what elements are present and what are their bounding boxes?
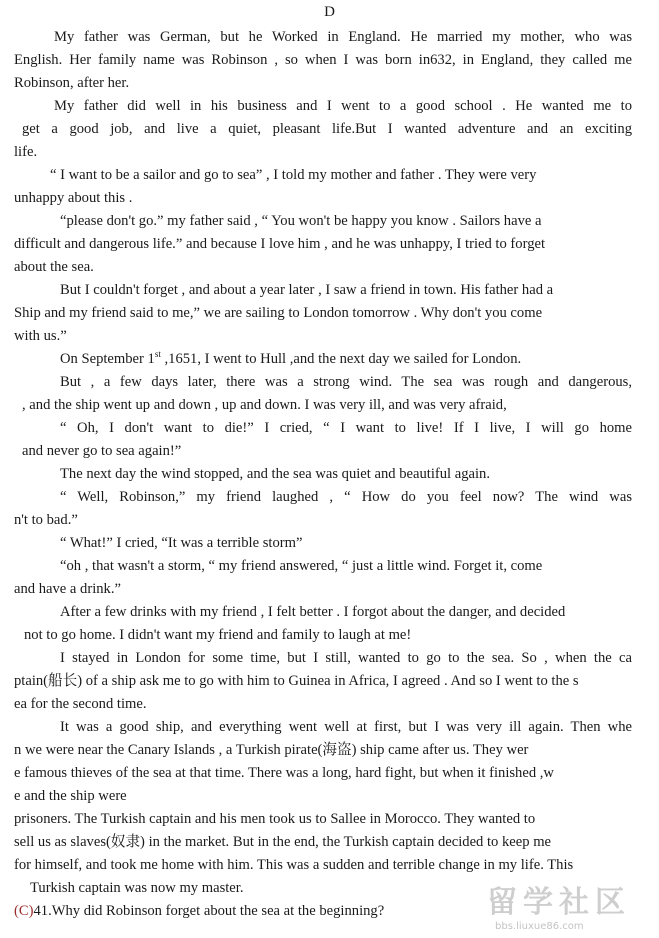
paragraph-line: ea for the second time. — [14, 696, 147, 712]
paragraph-line: “ I want to be a sailor and go to sea” , I told my mother and father . They were very — [50, 167, 537, 183]
paragraph-line — [60, 348, 632, 371]
question-text: 41.Why did Robinson forget about the sea at the beginning? — [33, 903, 385, 919]
paragraph-line: Turkish captain was now my master. — [30, 880, 244, 896]
ordinal-suffix: st — [154, 349, 161, 360]
paragraph-line: n't to bad.” — [14, 512, 78, 528]
date-text: On September 1 — [60, 351, 155, 367]
site-watermark — [487, 886, 657, 936]
paragraph-line: unhappy about this . — [14, 190, 133, 206]
paragraph-line: not to go home. I didn't want my friend and family to laugh at me! — [24, 627, 412, 643]
paragraph-line: Robinson, after her. — [14, 75, 130, 91]
paragraph-line: get a good job, and live a quiet, pleasant life.But I wanted adventure and an exciting — [22, 121, 632, 137]
paragraph-line: life. — [14, 144, 38, 160]
paragraph-line: After a few drinks with my friend , I felt better . I forgot about the danger, and decided — [60, 604, 566, 620]
paragraph-line: and never go to sea again!” — [22, 443, 182, 459]
paragraph-line: “ What!” I cried, “It was a terrible storm” — [60, 535, 303, 551]
paragraph-line: “oh , that wasn't a storm, “ my friend answered, “ just a little wind. Forget it, come — [60, 558, 543, 574]
paragraph-line: “ Oh, I don't want to die!” I cried, “ I want to live! If I live, I will go home — [60, 420, 632, 436]
paragraph-line: sell us as slaves(奴隶) in the market. But in the end, the Turkish captain decided to keep me — [14, 834, 552, 850]
paragraph-line: with us.” — [14, 328, 67, 344]
paragraph-line: “ Well, Robinson,” my friend laughed , “ How do you feel now? The wind was — [60, 489, 632, 505]
paragraph-line: e famous thieves of the sea at that time. There was a long, hard fight, but when it finished ,w — [14, 765, 554, 781]
answer-label: (C) — [14, 903, 34, 919]
paragraph-line: about the sea. — [14, 259, 94, 275]
paragraph-line: Ship and my friend said to me,” we are sailing to London tomorrow . Why don't you come — [14, 305, 543, 321]
paragraph-line: The next day the wind stopped, and the sea was quiet and beautiful again. — [60, 466, 490, 482]
paragraph-line: I stayed in London for some time, but I still, wanted to go to the sea. So , when the ca — [60, 650, 632, 666]
paragraph-line: But I couldn't forget , and about a year later , I saw a friend in town. His father had a — [60, 282, 554, 298]
paragraph-line: My father did well in his business and I went to a good school . He wanted me to — [54, 98, 632, 114]
paragraph-line: It was a good ship, and everything went well at first, but I was very ill again. Then whe — [60, 719, 632, 735]
paragraph-line: But , a few days later, there was a strong wind. The sea was rough and dangerous, — [60, 374, 632, 390]
paragraph-line: , and the ship went up and down , up and down. I was very ill, and was very afraid, — [22, 397, 507, 413]
paragraph-line: “please don't go.” my father said , “ You won't be happy you know . Sailors have a — [60, 213, 542, 229]
paragraph-line: for himself, and took me home with him. This was a sudden and terrible change in my life. This — [14, 857, 574, 873]
paragraph-line: e and the ship were — [14, 788, 127, 804]
paragraph-line: prisoners. The Turkish captain and his men took us to Sallee in Morocco. They wanted to — [14, 811, 536, 827]
section-heading: D — [324, 4, 335, 20]
paragraph-line: difficult and dangerous life.” and because I love him , and he was unhappy, I tried to forget — [14, 236, 546, 252]
watermark-logo: 留学社区 — [487, 885, 631, 920]
paragraph-line: n we were near the Canary Islands , a Turkish pirate(海盗) ship came after us. They wer — [14, 742, 529, 758]
date-continuation: ,1651, I went to Hull ,and the next day we sailed for London. — [160, 351, 522, 367]
paragraph-line: and have a drink.” — [14, 581, 121, 597]
paragraph-line: ptain(船长) of a ship ask me to go with him to Guinea in Africa, I agreed . And so I went to the s — [14, 673, 579, 689]
paragraph-line: My father was German, but he Worked in England. He married my mother, who was — [54, 29, 632, 45]
watermark-url: bbs.liuxue86.com — [495, 921, 584, 932]
paragraph-line: English. Her family name was Robinson , so when I was born in632, in England, they called me — [14, 52, 632, 68]
